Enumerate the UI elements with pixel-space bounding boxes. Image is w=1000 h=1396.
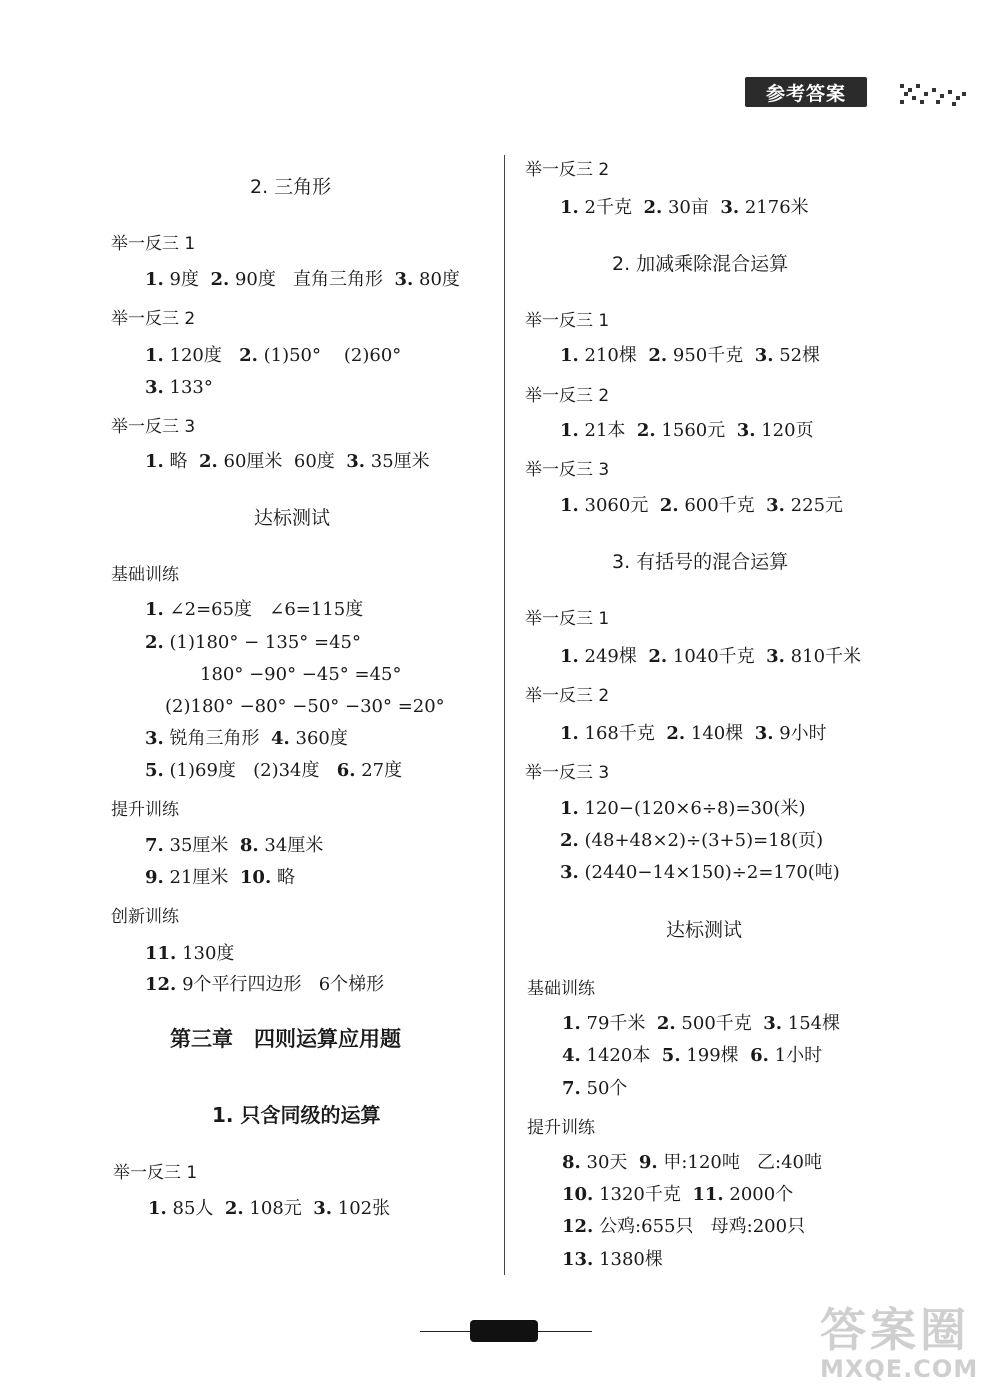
watermark-logo: 答案圈 MXQE.COM xyxy=(820,1303,979,1383)
answer-line: 2. (1)180° − 135° =45° xyxy=(145,632,361,653)
answer-line: 2. (48+48×2)÷(3+5)=18(页) xyxy=(560,830,824,851)
training-label: 创新训练 xyxy=(111,907,179,927)
answer-line: 13. 1380棵 xyxy=(562,1249,663,1270)
page-number-box xyxy=(470,1320,538,1342)
answer-line: 7. 50个 xyxy=(562,1078,628,1099)
answer-line: 1. 9度 2. 90度 直角三角形 3. 80度 xyxy=(145,269,460,290)
answer-line: 1. 略 2. 60厘米 60度 3. 35厘米 xyxy=(145,451,430,472)
group-label: 举一反三 2 xyxy=(111,309,196,329)
answer-line: 1. 85人 2. 108元 3. 102张 xyxy=(148,1198,391,1219)
group-label: 举一反三 1 xyxy=(525,311,610,331)
section-title-parentheses: 3. 有括号的混合运算 xyxy=(612,551,789,573)
answer-line: 1. 168千克 2. 140棵 3. 9小时 xyxy=(560,723,827,744)
group-label: 举一反三 1 xyxy=(111,234,196,254)
group-label: 举一反三 2 xyxy=(525,160,610,180)
training-label: 基础训练 xyxy=(111,565,179,585)
group-label: 举一反三 3 xyxy=(111,417,196,437)
footer-line-right xyxy=(538,1331,592,1332)
training-label: 基础训练 xyxy=(527,979,595,999)
answer-line: 5. (1)69度 (2)34度 6. 27度 xyxy=(145,760,403,781)
answer-line: 12. 公鸡:655只 母鸡:200只 xyxy=(562,1216,806,1237)
group-label: 举一反三 3 xyxy=(525,763,610,783)
answer-line: 180° −90° −45° =45° xyxy=(200,664,402,685)
answer-line: 1. 21本 2. 1560元 3. 120页 xyxy=(560,420,814,441)
group-label: 举一反三 3 xyxy=(525,460,610,480)
section-title-test: 达标测试 xyxy=(254,507,331,529)
decorative-dots-icon xyxy=(898,80,968,108)
group-label: 举一反三 2 xyxy=(525,686,610,706)
answer-line: 8. 30天 9. 甲:120吨 乙:40吨 xyxy=(562,1152,822,1173)
section-title-test: 达标测试 xyxy=(666,919,743,941)
footer-line-left xyxy=(420,1331,470,1332)
group-label: 举一反三 1 xyxy=(525,609,610,629)
answer-line: 1. 3060元 2. 600千克 3. 225元 xyxy=(560,495,844,516)
chapter-title: 第三章 四则运算应用题 xyxy=(170,1027,401,1051)
answer-line: (2)180° −80° −50° −30° =20° xyxy=(165,696,445,717)
column-divider xyxy=(504,155,505,1275)
answer-line: 12. 9个平行四边形 6个梯形 xyxy=(145,974,385,995)
group-label: 举一反三 2 xyxy=(525,386,610,406)
section-title-mixed-ops: 2. 加减乘除混合运算 xyxy=(612,253,789,275)
answer-line: 1. ∠2=65度 ∠6=115度 xyxy=(145,599,364,620)
answer-line: 10. 1320千克 11. 2000个 xyxy=(562,1184,794,1205)
answer-line: 7. 35厘米 8. 34厘米 xyxy=(145,835,324,856)
section-title-triangle: 2. 三角形 xyxy=(250,176,332,198)
answer-line: 1. 120−(120×6÷8)=30(米) xyxy=(560,798,806,819)
answer-line: 3. (2440−14×150)÷2=170(吨) xyxy=(560,862,840,883)
answer-line: 1. 79千米 2. 500千克 3. 154棵 xyxy=(562,1013,841,1034)
section-title-same-level: 1. 只含同级的运算 xyxy=(212,1103,381,1127)
training-label: 提升训练 xyxy=(527,1118,595,1138)
answer-line: 4. 1420本 5. 199棵 6. 1小时 xyxy=(562,1045,823,1066)
answer-line: 11. 130度 xyxy=(145,943,235,964)
answer-key-badge: 参考答案 xyxy=(745,77,867,107)
answer-line: 9. 21厘米 10. 略 xyxy=(145,867,295,888)
answer-line: 1. 2千克 2. 30亩 3. 2176米 xyxy=(560,197,809,218)
training-label: 提升训练 xyxy=(111,800,179,820)
group-label: 举一反三 1 xyxy=(113,1163,198,1183)
answer-line: 3. 133° xyxy=(145,377,213,398)
answer-line: 3. 锐角三角形 4. 360度 xyxy=(145,728,348,749)
answer-line: 1. 120度 2. (1)50° (2)60° xyxy=(145,345,402,366)
answer-line: 1. 210棵 2. 950千克 3. 52棵 xyxy=(560,345,821,366)
answer-line: 1. 249棵 2. 1040千克 3. 810千米 xyxy=(560,646,862,667)
